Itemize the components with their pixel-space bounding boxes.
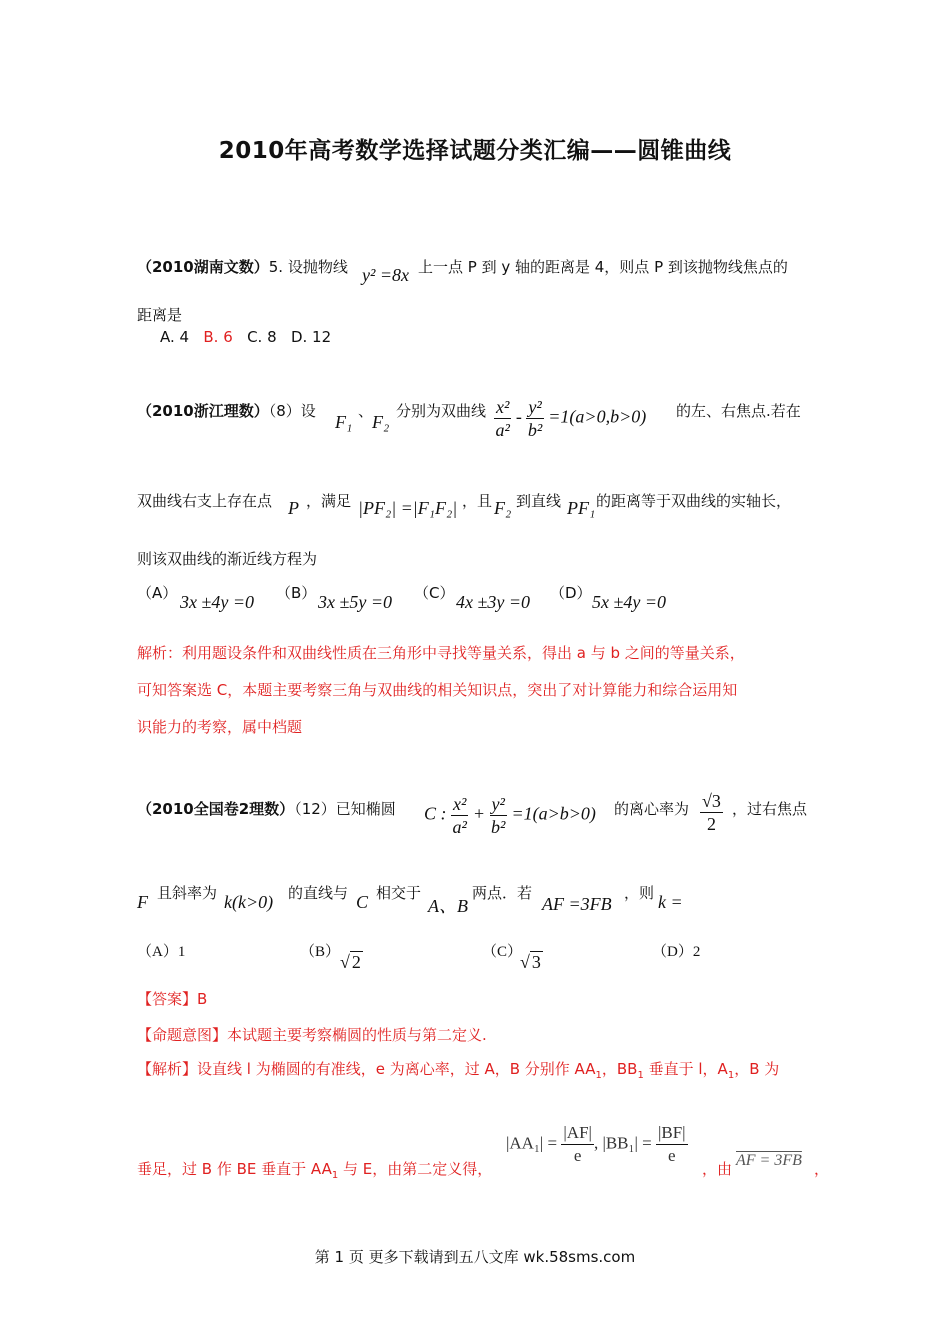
q3-opt-c-label: （C） (482, 944, 523, 960)
q3-line1-head (137, 798, 396, 819)
fig-vector-eq: AF = 3FB (736, 1152, 802, 1169)
q3-line2-c: 相交于 (376, 884, 422, 902)
page-footer: 第 1 页 更多下载请到五八文库 wk.58sms.com (314, 1248, 636, 1266)
q2-opt-b-label: （B） (276, 584, 317, 602)
q2-line2-d: 到直线 (516, 492, 562, 510)
q3-source: （2010全国卷2理数） (137, 800, 295, 818)
q3-frac-x: $\frac{\text{x²}}{\text{a²}}$ (452, 794, 467, 837)
q2-hyperbola (494, 396, 646, 441)
q2-line2-b: ，满足 (306, 492, 352, 510)
q2-opt-d: 5x ±4y =0 (592, 592, 667, 612)
q3-c-label: C : (424, 803, 447, 824)
q2-text2: 的左、右焦点.若在 (676, 402, 801, 420)
q1-option-c: C. 8 (247, 328, 277, 346)
q3-last-line-a: 垂足，过 B 作 BE 垂直于 $AA_1$ 与 E，由第二定义得， (137, 1160, 493, 1181)
q2-opt-a-label: （A） (137, 584, 178, 602)
q2-condition: |PF₂| =|F₁F₂| (358, 498, 458, 518)
q2-sep: 、 (358, 402, 374, 420)
q3-opt-a: （A）1 (137, 944, 186, 960)
q1-equation: y² =8x (362, 265, 410, 285)
q2-opt-c-label: （C） (414, 584, 455, 602)
q3-ellipse (424, 793, 596, 838)
q3-eq-tail: =1(a>b>0) (511, 803, 596, 824)
fig-aa1: |AA₁| (506, 1133, 544, 1153)
q3-text2: ，过右焦点 (732, 800, 808, 818)
q3-ab: A、B (428, 896, 468, 916)
q3-answer: 【答案】B (137, 990, 208, 1008)
q2-line3: 则该双曲线的渐近线方程为 (137, 550, 318, 568)
q2-opt-b: 3x ±5y =0 (318, 592, 393, 612)
q3-analysis: 【解析】设直线 l 为椭圆的有准线，e 为离心率，过 A，B 分别作 $AA_1$，$BB_1$ 垂直于 l，$A_1$，B 为 (137, 1060, 780, 1081)
q2-line1-head (137, 400, 316, 421)
q3-plus: + (472, 803, 486, 824)
q2-p: P (288, 498, 299, 518)
q2-frac-y: $\frac{\text{y²}}{\text{b²}}$ (527, 397, 543, 440)
q2-source: （2010浙江理数） (137, 402, 269, 420)
q3-num: （12）已知椭圆 (294, 800, 396, 818)
q1-line1 (137, 256, 348, 277)
q3-text1: 的离心率为 (614, 800, 690, 818)
q2-minus: - (515, 406, 522, 427)
page-title: 2010年高考数学选择试题分类汇编——圆锥曲线 (218, 138, 732, 164)
q3-opt-d: （D）2 (652, 944, 701, 960)
q3-frac-y: $\frac{\text{y²}}{\text{b²}}$ (491, 794, 506, 837)
q3-last-line-c: ，由 (702, 1160, 733, 1178)
q1-option-b: B. 6 (203, 328, 233, 346)
q2-eq-tail: =1(a>0,b>0) (548, 406, 647, 427)
q2-f1: F₁ (335, 412, 353, 432)
q3-line2-a: 且斜率为 (157, 884, 218, 902)
q2-frac-x: $\frac{\text{x²}}{\text{a²}}$ (495, 397, 510, 440)
fig-bb1: |BB₁| (602, 1133, 638, 1153)
q1-option-d: D. 12 (290, 328, 332, 346)
q2-analysis-2: 可知答案选 C，本题主要考察三角与双曲线的相关知识点，突出了对计算能力和综合运用知 (137, 681, 738, 699)
q1-option-a: A. 4 (160, 328, 190, 346)
q1-stem-b: 上一点 P 到 y 轴的距离是 4，则点 P 到该抛物线焦点的 (418, 258, 788, 276)
q2-analysis-1: 解析：利用题设条件和双曲线性质在三角形中寻找等量关系，得出 a 与 b 之间的等量关系， (137, 644, 745, 662)
q3-c: C (356, 892, 369, 912)
q2-line2-e: 的距离等于双曲线的实轴长， (596, 492, 792, 510)
q3-f: F (137, 892, 148, 912)
q2-text1: 分别为双曲线 (396, 402, 487, 420)
q2-opt-a: 3x ±4y =0 (180, 592, 255, 612)
q1-options (160, 328, 331, 346)
q1-stem-c: 距离是 (137, 306, 183, 324)
q3-opt-b-value: √ 2 (340, 952, 361, 972)
q1-stem-a: 5. 设抛物线 (268, 258, 348, 276)
q3-k-cond: k(k>0) (224, 892, 274, 912)
q2-analysis-3: 识能力的考察，属中档题 (137, 718, 303, 736)
fig-af-frac: $\frac{|AF|}{e}$ (563, 1123, 592, 1165)
fig-bf-frac: $\frac{|BF|}{e}$ (657, 1123, 686, 1165)
q2-pf1: PF₁ (567, 498, 596, 518)
q3-k-eq: k = (658, 892, 683, 912)
q2-num: （8）设 (268, 402, 316, 420)
q2-opt-d-label: （D） (550, 584, 592, 602)
q1-source: （2010湖南文数） (137, 258, 269, 276)
q3-opt-c-value: √ 3 (520, 952, 541, 972)
q3-formula-figure: |AA₁| = $\frac{|AF|}{e}$ , |BB₁| = $\frac{|BF|}{e}$ (506, 1123, 686, 1165)
q3-line2-b: 的直线与 (288, 884, 349, 902)
q2-f2b: F₂ (494, 498, 512, 518)
q3-last-line-d: ， (814, 1160, 830, 1178)
q2-f2: F₂ (372, 412, 390, 432)
q2-opt-c: 4x ±3y =0 (456, 592, 531, 612)
q3-intent: 【命题意图】本试题主要考察椭圆的性质与第二定义. (137, 1026, 487, 1044)
q3-ecc-frac: $\frac{√3}{2}$ (702, 791, 721, 834)
q3-line2-d: 两点．若 (472, 884, 533, 902)
q3-opt-b-label: （B） (300, 944, 341, 960)
q3-vector-eq: AF =3FB (542, 894, 612, 914)
q2-line2-c: ，且 (462, 492, 493, 510)
q3-eccentricity (700, 790, 723, 835)
q2-line2-a: 双曲线右支上存在点 (137, 492, 273, 510)
q3-line2-e: ，则 (624, 884, 655, 902)
